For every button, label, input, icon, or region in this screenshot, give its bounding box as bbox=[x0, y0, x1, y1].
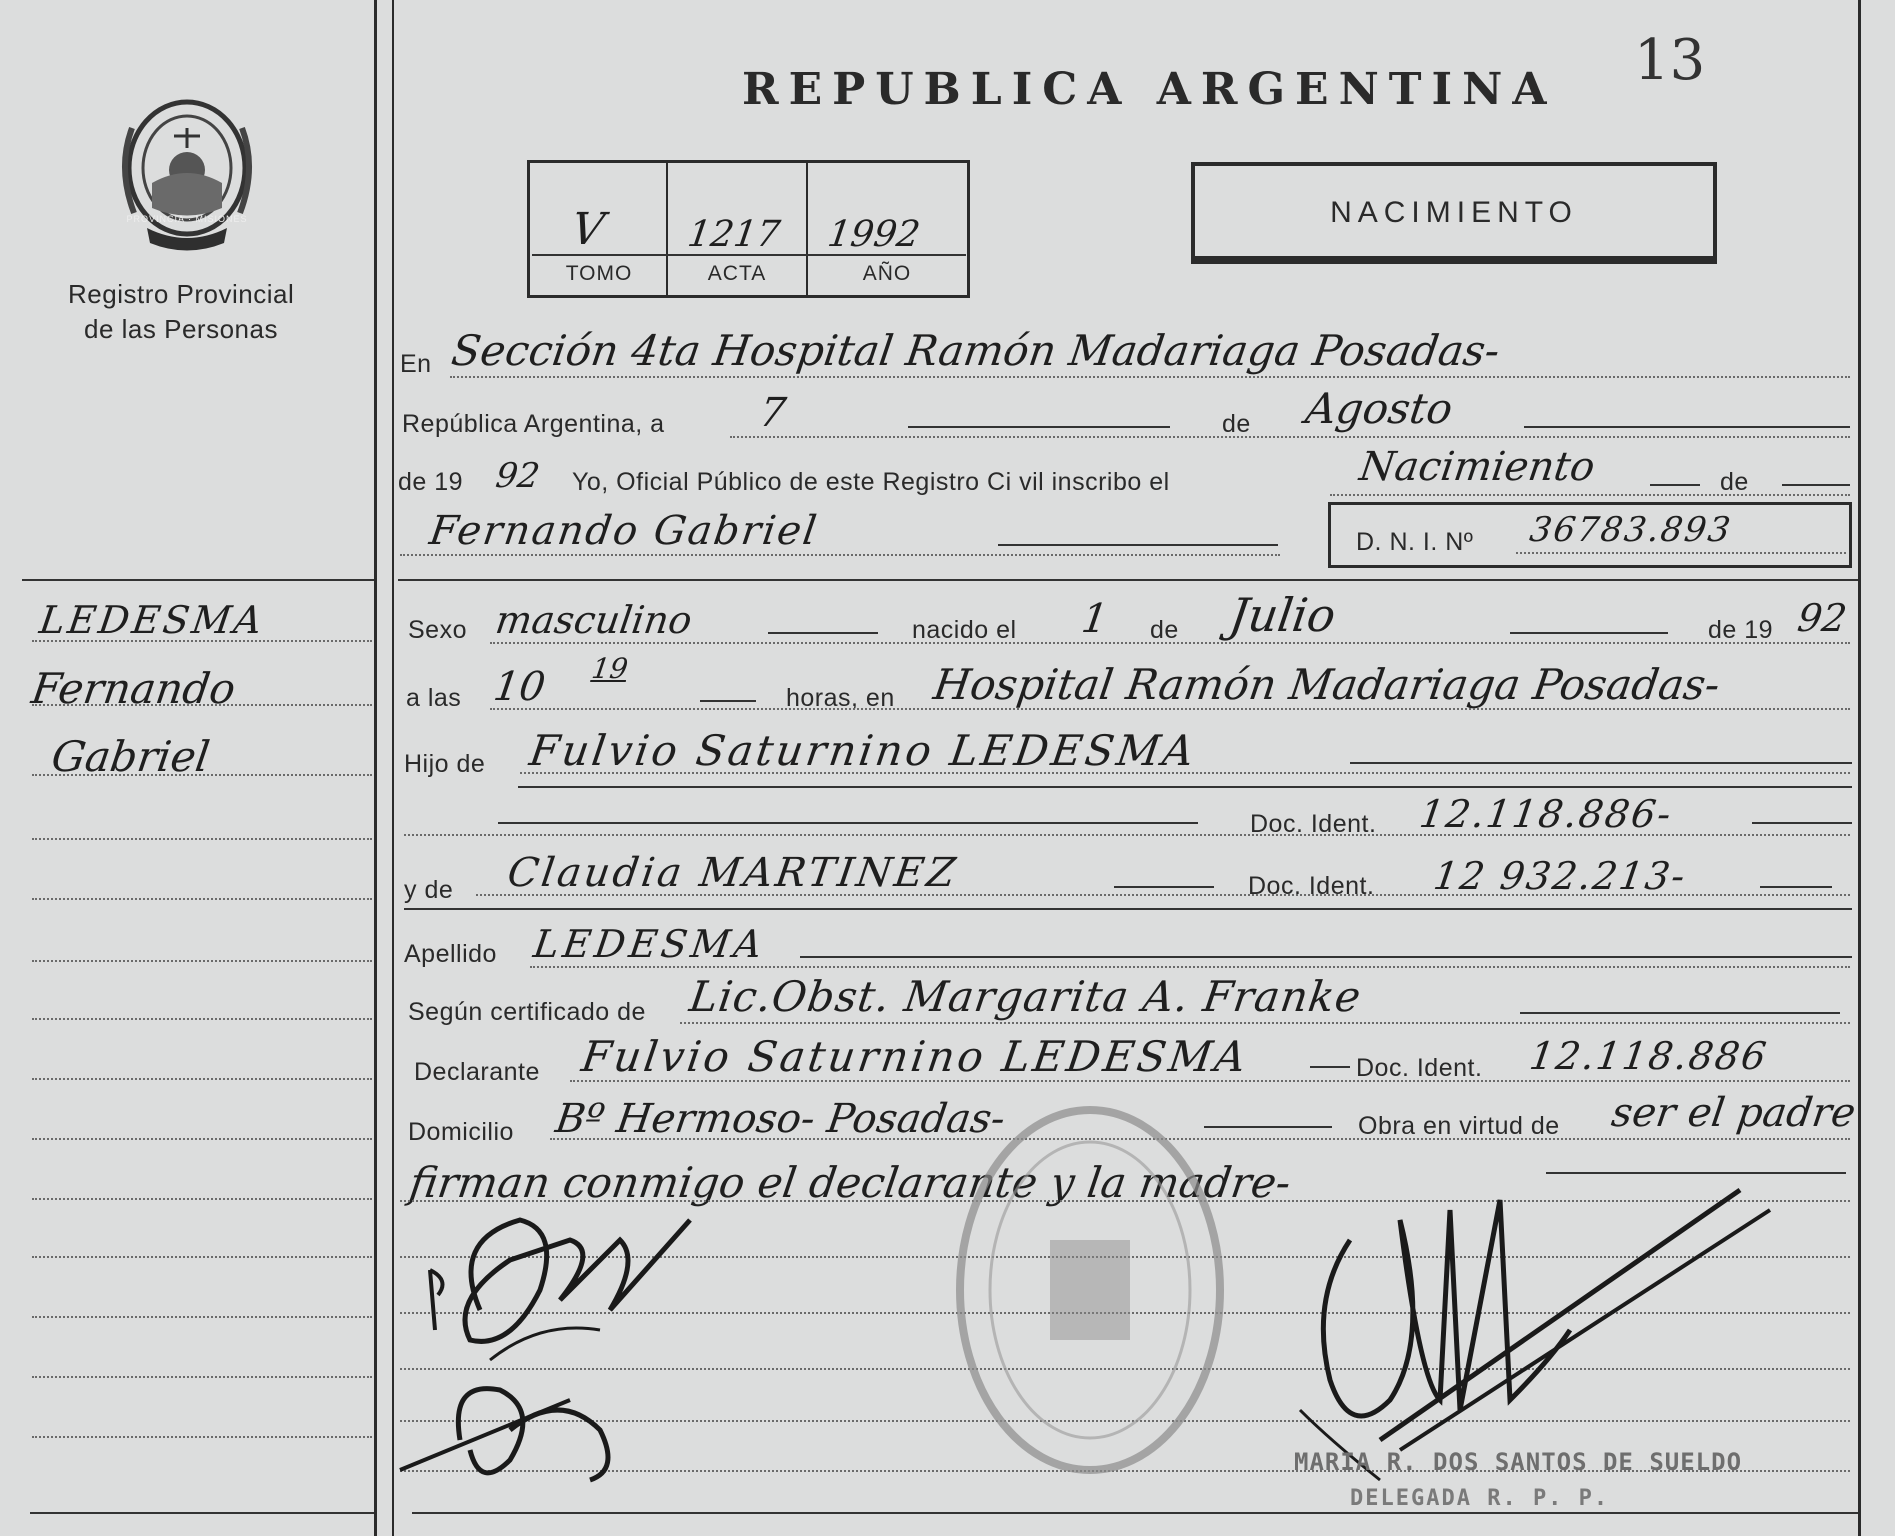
row7-dotline bbox=[520, 772, 1850, 774]
row6-dotline bbox=[490, 708, 1850, 710]
margin-dotline bbox=[32, 960, 372, 962]
y-de-label: y de bbox=[404, 876, 454, 904]
row4-dotline bbox=[400, 554, 1280, 556]
father-name: Fulvio Saturnino LEDESMA bbox=[526, 726, 1200, 775]
birth-month-fill-line bbox=[1510, 632, 1668, 634]
margin-dotline bbox=[32, 1138, 372, 1140]
tomo-label: TOMO bbox=[565, 262, 633, 285]
segun-label: Según certificado de bbox=[408, 998, 646, 1026]
child-name: Fernando Gabriel bbox=[426, 508, 822, 554]
margin-second-name: Gabriel bbox=[48, 732, 213, 781]
birth-day: 1 bbox=[1078, 596, 1111, 642]
day-value: 7 bbox=[756, 390, 789, 436]
dni-label: D. N. I. Nº bbox=[1356, 528, 1474, 556]
margin-surname: LEDESMA bbox=[36, 598, 268, 642]
domicilio-value: Bº Hermoso- Posadas- bbox=[552, 1096, 1008, 1142]
official-stamp-icon bbox=[940, 1090, 1240, 1490]
apellido-value: LEDESMA bbox=[530, 922, 769, 966]
form-section-divider bbox=[398, 579, 1858, 581]
en-label: En bbox=[400, 350, 432, 378]
row2-dotline bbox=[730, 436, 1850, 438]
birth-year: 92 bbox=[1794, 596, 1850, 640]
page-title: REPUBLICA ARGENTINA bbox=[742, 64, 1557, 115]
acta-label: ACTA bbox=[707, 262, 767, 285]
seal-emblem-icon bbox=[112, 88, 262, 258]
left-column-bottom bbox=[30, 1512, 374, 1514]
obra-value: ser el padre bbox=[1608, 1090, 1859, 1136]
acta-value: 1217 bbox=[685, 214, 783, 255]
a-las-label: a las bbox=[406, 684, 462, 712]
nacido-label: nacido el bbox=[912, 616, 1017, 644]
de-label-3: de bbox=[1150, 616, 1179, 644]
margin-dotline bbox=[32, 898, 372, 900]
office-name-line2: de las Personas bbox=[84, 314, 278, 344]
left-column-border bbox=[374, 0, 377, 1536]
inscribe-value: Nacimiento bbox=[1356, 444, 1598, 490]
declarant-signature-icon bbox=[390, 1200, 730, 1500]
de-fill-line bbox=[1782, 484, 1850, 486]
sheet-number: 13 bbox=[1634, 28, 1706, 93]
segun-value: Lic.Obst. Margarita A. Franke bbox=[686, 972, 1365, 1021]
seal-caption: PROVINCIA · MISIONES bbox=[126, 214, 248, 224]
birth-minute: 19 bbox=[589, 652, 630, 685]
form-bottom-rule bbox=[412, 1512, 1858, 1514]
row11-dotline bbox=[680, 1022, 1850, 1024]
office-name-line1: Registro Provincial bbox=[68, 279, 295, 309]
row12-dotline bbox=[570, 1080, 1850, 1082]
apellido-fill-line bbox=[800, 956, 1852, 958]
margin-dotline bbox=[32, 1018, 372, 1020]
name-fill-line bbox=[998, 544, 1278, 546]
declarante-label: Declarante bbox=[414, 1058, 540, 1086]
closing-statement: firman conmigo el declarante y la madre- bbox=[406, 1158, 1294, 1207]
mother-doc-label: Doc. Ident. bbox=[1248, 872, 1375, 900]
obra-label: Obra en virtud de bbox=[1358, 1112, 1560, 1140]
margin-dotline bbox=[32, 838, 372, 840]
margin-dotline bbox=[32, 1078, 372, 1080]
mother-doc-end-line bbox=[1760, 886, 1832, 888]
mother-doc-value: 12 932.213- bbox=[1430, 854, 1690, 898]
margin-dotline bbox=[32, 1436, 372, 1438]
margin-dotline bbox=[32, 640, 372, 642]
row3-dotline bbox=[1330, 494, 1850, 496]
official-title-stamp: DELEGADA R. P. P. bbox=[1350, 1486, 1610, 1511]
birth-hour: 10 bbox=[490, 664, 549, 710]
inscribe-fill-line bbox=[1650, 484, 1700, 486]
horas-label: horas, en bbox=[786, 684, 895, 712]
de-label-2: de bbox=[1720, 468, 1749, 496]
father-doc-fill-line bbox=[498, 822, 1198, 824]
en-value: Sección 4ta Hospital Ramón Madariaga Posadas- bbox=[448, 326, 1503, 375]
right-page-border bbox=[1858, 0, 1861, 1536]
margin-dotline bbox=[32, 1316, 372, 1318]
month-fill-line bbox=[1524, 426, 1850, 428]
segun-fill-line bbox=[1520, 1012, 1840, 1014]
declarante-doc-label: Doc. Ident. bbox=[1356, 1054, 1483, 1082]
dni-dotline bbox=[1516, 552, 1846, 554]
left-column-divider bbox=[22, 579, 374, 581]
provincial-seal bbox=[112, 88, 262, 258]
declarante-value: Fulvio Saturnino LEDESMA bbox=[578, 1032, 1252, 1081]
margin-dotline bbox=[32, 1198, 372, 1200]
row9-dotline bbox=[476, 894, 1850, 896]
de-label: de bbox=[1222, 410, 1251, 438]
sexo-fill-line bbox=[768, 632, 878, 634]
sexo-value: masculino bbox=[492, 598, 695, 642]
republica-label: República Argentina, a bbox=[402, 410, 665, 438]
margin-first-name: Fernando bbox=[28, 664, 239, 713]
anio-value: 1992 bbox=[825, 214, 923, 255]
year-value: 92 bbox=[493, 456, 543, 496]
closing-fill-line bbox=[1546, 1172, 1846, 1174]
declarant-signature bbox=[390, 1200, 730, 1500]
declarante-fill-line bbox=[1310, 1066, 1350, 1068]
domicilio-label: Domicilio bbox=[408, 1118, 514, 1146]
margin-dotline bbox=[32, 1256, 372, 1258]
mother-fill-line bbox=[1114, 886, 1214, 888]
anio-label: AÑO bbox=[862, 262, 912, 285]
row5-dotline bbox=[490, 642, 1850, 644]
apellido-label: Apellido bbox=[404, 940, 497, 968]
year-prefix: de 19 bbox=[398, 468, 464, 496]
birth-place: Hospital Ramón Madariaga Posadas- bbox=[930, 660, 1723, 709]
birth-year-prefix: de 19 bbox=[1708, 616, 1774, 644]
day-fill-line bbox=[908, 426, 1170, 428]
oficial-statement: Yo, Oficial Público de este Registro Ci vil inscribo el bbox=[572, 468, 1170, 496]
hour-fill-line bbox=[700, 700, 756, 702]
father-doc-end-line bbox=[1752, 822, 1852, 824]
row8-dotline bbox=[404, 834, 1850, 836]
sexo-label: Sexo bbox=[408, 616, 467, 644]
official-name-stamp: MARIA R. DOS SANTOS DE SUELDO bbox=[1294, 1448, 1743, 1476]
margin-dotline bbox=[32, 774, 372, 776]
dni-value: 36783.893 bbox=[1527, 510, 1735, 550]
declarante-doc-value: 12.118.886 bbox=[1526, 1034, 1771, 1078]
en-dotline bbox=[450, 376, 1850, 378]
hijo-label: Hijo de bbox=[404, 750, 486, 778]
official-stamp bbox=[940, 1090, 1240, 1490]
father-fill-line bbox=[1350, 762, 1852, 764]
month-value: Agosto bbox=[1302, 384, 1456, 433]
margin-dotline bbox=[32, 704, 372, 706]
margin-dotline bbox=[32, 1376, 372, 1378]
mother-underline bbox=[404, 908, 1852, 910]
row10-dotline bbox=[530, 966, 1850, 968]
birth-month: Julio bbox=[1226, 588, 1339, 642]
father-underline bbox=[518, 786, 1852, 788]
record-type-label: NACIMIENTO bbox=[1330, 196, 1578, 229]
mother-name: Claudia MARTINEZ bbox=[504, 850, 961, 896]
tomo-value: V bbox=[568, 204, 608, 255]
father-doc-value: 12.118.886- bbox=[1416, 792, 1676, 836]
father-doc-label: Doc. Ident. bbox=[1250, 810, 1377, 838]
